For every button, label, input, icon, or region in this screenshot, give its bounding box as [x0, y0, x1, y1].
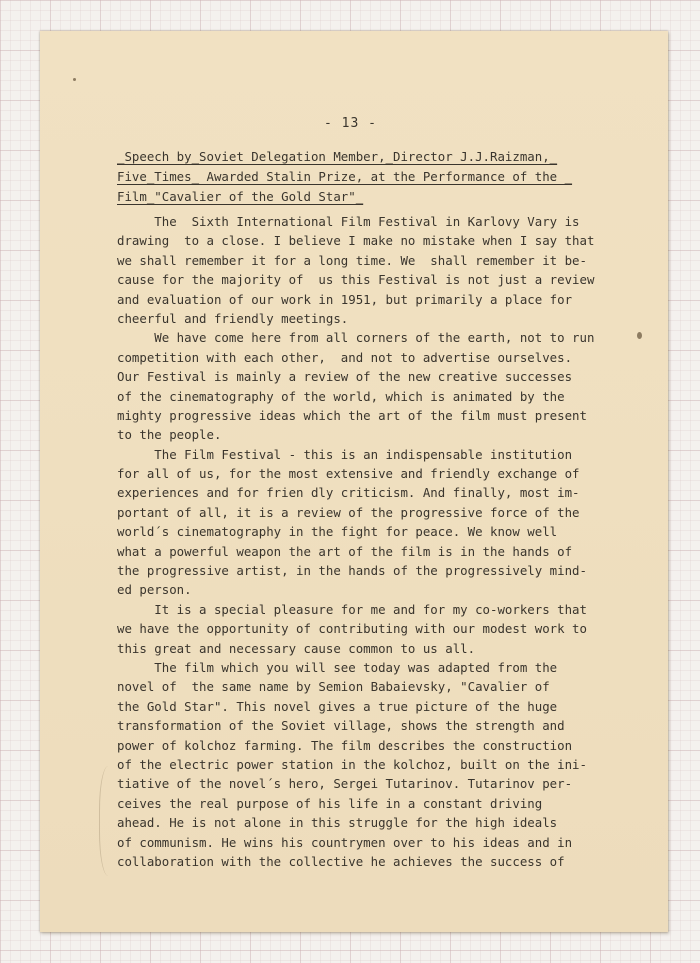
body-line: Our Festival is mainly a review of the new creative successes: [117, 369, 573, 385]
body-line: we shall remember it for a long time. We shall remember it be-: [117, 252, 587, 268]
body-line: of the electric power station in the kolchoz, built on the ini-: [117, 756, 587, 772]
body-line: to the people.: [117, 427, 222, 443]
body-line: ahead. He is not alone in this struggle for the high ideals: [117, 815, 558, 831]
body-line: drawing to a close. I believe I make no mistake when I say that: [117, 233, 595, 249]
body-line: portant of all, it is a review of the progressive force of the: [117, 504, 580, 520]
ink-speck: [637, 332, 642, 339]
body-line: transformation of the Soviet village, shows the strength and: [117, 718, 565, 734]
body-line: experiences and for frien dly criticism. And finally, most im-: [117, 485, 580, 501]
body-line: what a powerful weapon the art of the film is in the hands of: [117, 543, 573, 559]
title-line: Five_Times_ Awarded Stalin Prize, at the Performance of the _: [117, 169, 573, 184]
body-line: this great and necessary cause common to us all.: [117, 640, 476, 656]
body-line: competition with each other, and not to advertise ourselves.: [117, 349, 573, 365]
title-line: Film_"Cavalier of the Gold Star"_: [117, 189, 364, 204]
body-line: of the cinematography of the world, which is animated by the: [117, 388, 565, 404]
paper-crease: [99, 766, 122, 876]
body-line: We have come here from all corners of the earth, not to run: [117, 330, 595, 346]
body-line: cheerful and friendly meetings.: [117, 310, 349, 326]
body-line: The Film Festival - this is an indispensable institution: [117, 446, 573, 462]
body-line: ed person.: [117, 582, 192, 598]
page-number: - 13 -: [324, 116, 377, 131]
body-line: novel of the same name by Semion Babaievsky, "Cavalier of: [117, 679, 550, 695]
body-line: the Gold Star". This novel gives a true picture of the huge: [117, 698, 558, 714]
body-line: ceives the real purpose of his life in a constant driving: [117, 795, 543, 811]
body-line: of communism. He wins his countrymen over to his ideas and in: [117, 834, 573, 850]
title-line: _Speech by_Soviet Delegation Member,_Director J.J.Raizman,_: [117, 149, 558, 164]
document-page: [40, 31, 668, 932]
body-line: and evaluation of our work in 1951, but primarily a place for: [117, 291, 573, 307]
speech-body: [117, 212, 657, 871]
body-line: the progressive artist, in the hands of the progressively mind-: [117, 563, 587, 579]
body-line: cause for the majority of us this Festival is not just a review: [117, 272, 595, 288]
body-line: power of kolchoz farming. The film describes the construction: [117, 737, 573, 753]
body-line: mighty progressive ideas which the art of the film must present: [117, 407, 587, 423]
body-line: world´s cinematography in the fight for peace. We know well: [117, 524, 558, 540]
body-line: The Sixth International Film Festival in Karlovy Vary is: [117, 214, 580, 229]
body-line: for all of us, for the most extensive and friendly exchange of: [117, 466, 580, 482]
body-line: The film which you will see today was adapted from the: [117, 659, 558, 675]
body-line: collaboration with the collective he achieves the success of: [117, 853, 565, 869]
body-line: tiative of the novel´s hero, Sergei Tutarinov. Tutarinov per-: [117, 776, 573, 792]
ink-speck: [73, 78, 76, 81]
speech-title: [117, 147, 657, 207]
body-line: It is a special pleasure for me and for my co-workers that: [117, 601, 587, 617]
body-line: we have the opportunity of contributing with our modest work to: [117, 621, 587, 637]
